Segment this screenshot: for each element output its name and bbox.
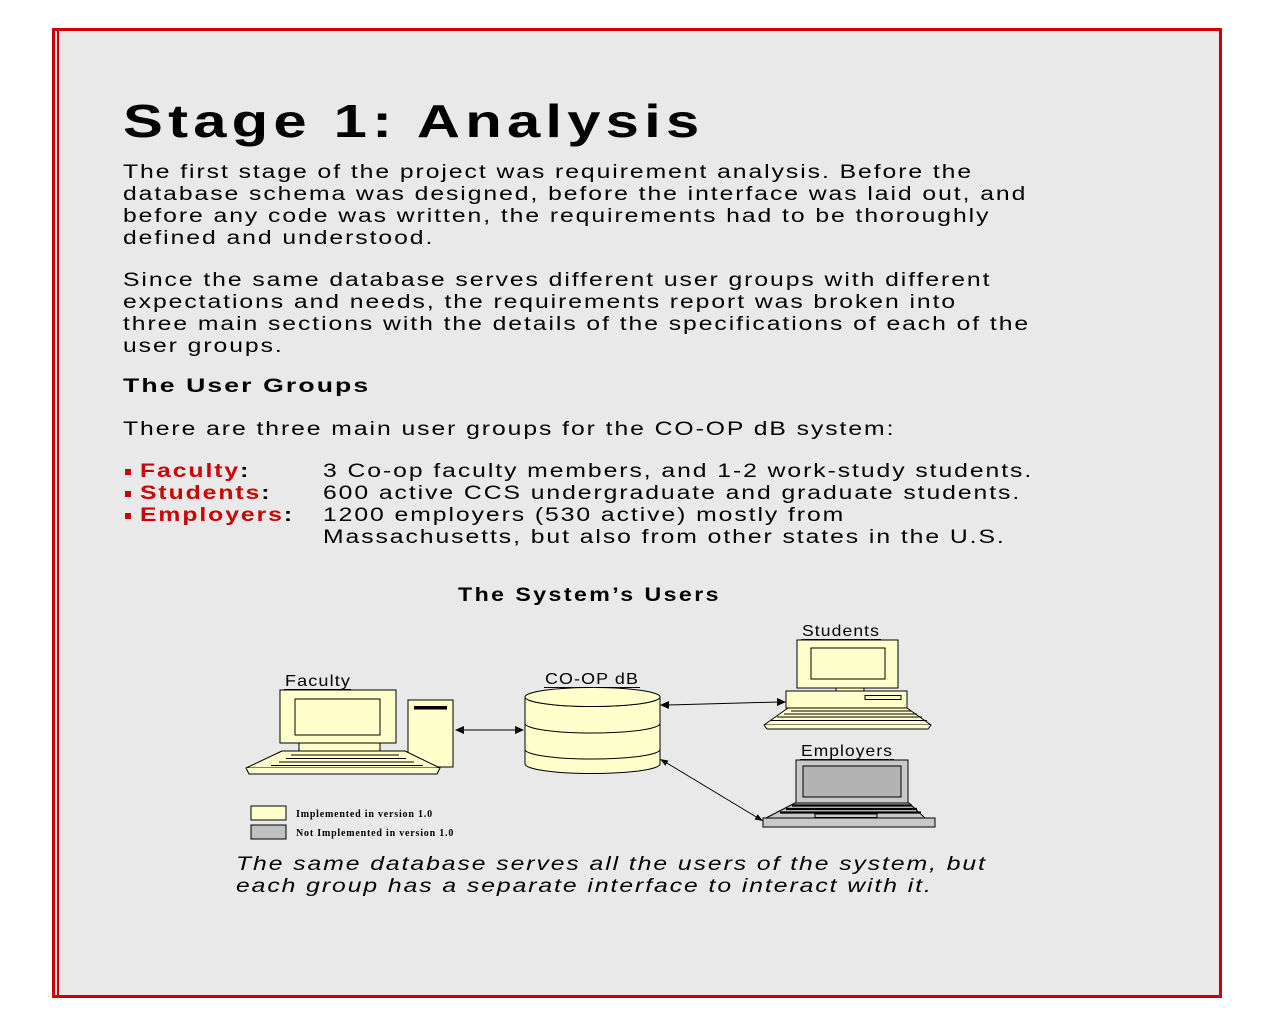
list-item-employers [123, 505, 1223, 527]
faculty-node-label: Faculty [285, 673, 351, 690]
paragraph-line: database schema was designed, before the interface was laid out, and [123, 184, 1028, 205]
legend-label-implemented: Implemented in version 1.0 [296, 809, 433, 820]
faculty-computer-icon [246, 673, 453, 774]
paragraph-line: user groups. [123, 336, 284, 357]
page-title-block [123, 95, 705, 147]
paragraph-line: before any code was written, the requirements had to be thoroughly [123, 206, 991, 227]
legend-swatch-not-implemented [251, 825, 286, 839]
system-users-diagram [123, 578, 1183, 848]
diagram-caption [236, 854, 987, 898]
database-students-arrow [660, 698, 786, 709]
students-node-label: Students [802, 623, 880, 640]
database-icon [525, 671, 660, 774]
section-heading: The User Groups [123, 376, 371, 397]
paragraph-1 [123, 162, 1028, 250]
faculty-database-arrow [455, 726, 524, 734]
list-item-students [123, 483, 1223, 505]
bullet-description: 3 Co-op faculty members, and 1-2 work-study students. [323, 461, 1034, 482]
students-computer-icon [764, 623, 931, 729]
section-heading-block [123, 376, 371, 398]
paragraph-line: expectations and needs, the requirements report was broken into [123, 292, 958, 313]
bullet-description: 1200 employers (530 active) mostly from [323, 505, 846, 526]
diagram-legend [251, 806, 454, 839]
bullet-icon [125, 513, 131, 519]
paragraph-line: The first stage of the project was requirement analysis. Before the [123, 162, 974, 183]
paragraph-line: three main sections with the details of the specifications of each of the [123, 314, 1031, 335]
paragraph-line: defined and understood. [123, 228, 435, 249]
bullet-icon [125, 469, 131, 475]
bullet-label: Students: [140, 483, 272, 504]
document-page [52, 28, 1222, 998]
bullet-icon [125, 491, 131, 497]
intro-line: There are three main user groups for the CO-OP dB system: [123, 419, 896, 440]
intro-line-block [123, 419, 896, 441]
bullet-description: Massachusetts, but also from other states in the U.S. [323, 527, 1006, 548]
caption-line: each group has a separate interface to interact with it. [236, 876, 933, 897]
employers-laptop-icon [763, 743, 935, 827]
list-item-faculty [123, 461, 1223, 483]
paragraph-line: Since the same database serves different user groups with different [123, 270, 992, 291]
bullet-description: 600 active CCS undergraduate and graduate students. [323, 483, 1022, 504]
bullet-label: Faculty: [140, 461, 251, 482]
legend-swatch-implemented [251, 806, 286, 820]
paragraph-2 [123, 270, 1031, 358]
list-item-employers-continued [123, 527, 1223, 549]
diagram-title: The System’s Users [458, 585, 721, 606]
bullet-label: Employers: [140, 505, 295, 526]
database-employers-arrow [660, 759, 763, 821]
legend-label-not-implemented: Not Implemented in version 1.0 [296, 828, 455, 839]
user-groups-list [123, 461, 1223, 553]
caption-line: The same database serves all the users of the system, but [236, 854, 987, 875]
employers-node-label: Employers [801, 743, 893, 760]
database-node-label: CO-OP dB [545, 671, 639, 688]
page-title: Stage 1: Analysis [123, 95, 705, 147]
